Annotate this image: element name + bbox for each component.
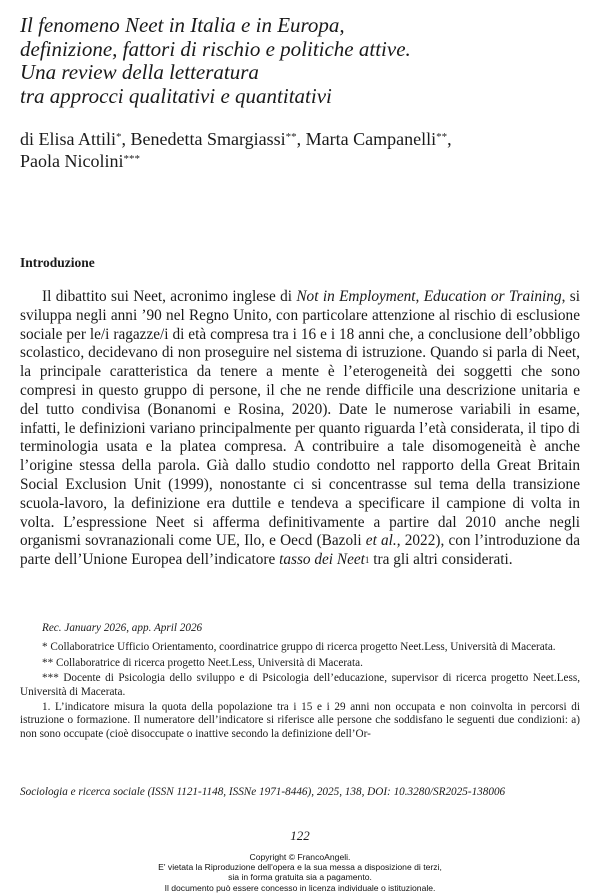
author-footnote-mark: ** bbox=[436, 131, 448, 143]
footnote-ref[interactable]: 1 bbox=[364, 555, 370, 566]
text-run: tra gli altri considerati. bbox=[369, 551, 513, 569]
author-list bbox=[20, 128, 585, 172]
author-separator: , bbox=[121, 129, 131, 149]
author-footnote-mark: ** bbox=[285, 131, 297, 143]
italic-term: et al. bbox=[365, 532, 397, 550]
received-date: Rec. January 2026, app. April 2026 bbox=[42, 622, 203, 634]
italic-term: Not in Employment, Education or Training bbox=[296, 288, 562, 305]
title-line: Una review della letteratura bbox=[20, 60, 259, 84]
footnote: *** Docente di Psicologia dello sviluppo e di Psicologia dell’educazione, supervisor di ricerca progetto Neet.Less, Università di Macerata. bbox=[20, 672, 580, 698]
author-footnote-mark: *** bbox=[123, 153, 140, 165]
copyright-line: E' vietata la Riproduzione dell'opera e la sua messa a disposizione di terzi, bbox=[158, 862, 442, 873]
footnote: * Collaboratrice Ufficio Orientamento, coordinatrice gruppo di ricerca progetto Neet.Less, Università di Macerata. bbox=[42, 641, 556, 654]
title-line: Il fenomeno Neet in Italia e in Europa, bbox=[20, 13, 345, 37]
journal-citation: Sociologia e ricerca sociale (ISSN 1121-1148, ISSNe 1971-8446), 2025, 138, DOI: 10.3280/SR2025-138006 bbox=[20, 786, 506, 798]
copyright-line: Copyright © FrancoAngeli. bbox=[249, 852, 351, 862]
copyright-line: Il documento può essere concesso in licenza individuale o istituzionale. bbox=[164, 882, 436, 893]
author-name: Paola Nicolini bbox=[20, 151, 124, 171]
author-name: Elisa Attili bbox=[38, 129, 117, 149]
title-line: definizione, fattori di rischio e politiche attive. bbox=[20, 36, 411, 61]
author-footnote-mark: * bbox=[116, 131, 122, 143]
paragraph bbox=[20, 288, 580, 570]
page-number: 122 bbox=[290, 828, 310, 843]
italic-term: tasso dei Neet bbox=[279, 551, 365, 569]
author-separator: , bbox=[447, 129, 452, 149]
section-heading: Introduzione bbox=[20, 255, 95, 270]
text-run: , 2022), con l’introduzione da parte dell’Unione Europea dell’indicatore bbox=[20, 532, 580, 569]
title-line: tra approcci qualitativi e quantitativi bbox=[20, 83, 332, 108]
copyright-notice bbox=[0, 852, 600, 893]
footnote: ** Collaboratrice di ricerca progetto Neet.Less, Università di Macerata. bbox=[42, 656, 363, 669]
body-text bbox=[20, 288, 580, 570]
author-separator: , bbox=[296, 129, 306, 149]
footnotes bbox=[20, 622, 580, 743]
copyright-line: sia in forma gratuita sia a pagamento. bbox=[228, 872, 372, 883]
article-title bbox=[20, 14, 580, 108]
author-name: Benedetta Smargiassi bbox=[130, 129, 286, 149]
author-name: Marta Campanelli bbox=[305, 129, 437, 149]
footnote: 1. L’indicatore misura la quota della popolazione tra i 15 e i 29 anni non occupata e non coinvolta in percorsi di istruzione o formazione. Il numeratore dell’indicatore si riferisce alle persone che soddisfano le seguenti due condizioni: a) non sono occupate (cioè disoccupate o inattive secondo la definizione dell’Or- bbox=[20, 701, 580, 740]
text-run: , si sviluppa negli anni ’90 nel Regno Unito, con particolare attenzione al rischio di esclusione sociale per le/i ragazze/i di età compresa tra i 16 e i 18 anni che, a conclusione dell’obbligo scolastico, decidevano di non proseguire nel sistema di istruzione. Quando si parla di Neet, la principale caratteristica da tenere a mente è l’eterogeneità dei soggetti che sono compresi in questo gruppo di persone, il che ne rende difficile una descrizione unitaria e del tutto condivisa (Bonanomi e Rosina, 2020). Date le numerose variabili in esame, infatti, le definizioni variano principalmente per quanto riguarda l’età considerata, il tipo di terminologia usata e la platea compresa. A contribuire a tale disomogeneità è anche l’origine stessa della parola. Già dallo studio condotto nel rapporto della Great Britain Social Exclusion Unit (1999), nonostante ci si concentrasse sul tema della transizione scuola-lavoro, la definizione era duttile e tendeva a specificare il campione di volta in volta. L’espressione Neet si afferma definitivamente a partire dal 2010 anche negli organismi sovranazionali come UE, Ilo, e Oecd (Bazoli bbox=[20, 288, 580, 550]
authors-prefix: di bbox=[20, 129, 39, 149]
text-run: Il dibattito sui Neet, acronimo inglese di bbox=[42, 288, 297, 305]
